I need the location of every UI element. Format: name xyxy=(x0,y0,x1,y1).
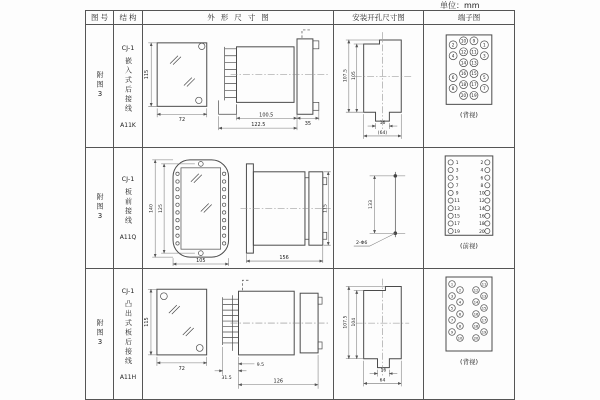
svg-text:15: 15 xyxy=(481,306,487,311)
svg-text:11: 11 xyxy=(454,199,460,205)
model-code: A11H xyxy=(119,374,137,382)
dim-label: 35 xyxy=(304,121,312,128)
dim-label: 133 xyxy=(369,200,375,210)
model-label: CJ-1 xyxy=(121,43,135,52)
svg-text:7: 7 xyxy=(483,86,486,92)
svg-text:14: 14 xyxy=(479,206,485,212)
fig-no-label: 附图3 xyxy=(96,319,104,349)
terminal-diagram-a11h xyxy=(424,269,514,399)
svg-text:19: 19 xyxy=(481,330,487,335)
fig-no-cell-row1 xyxy=(86,25,114,148)
dim-label: 72 xyxy=(178,117,186,124)
spec-table xyxy=(85,10,515,400)
terminal-diagram-a11q xyxy=(424,148,514,268)
structure-label: 凸出式板后接线 xyxy=(124,299,133,367)
svg-text:20: 20 xyxy=(479,229,485,235)
side-view xyxy=(215,280,328,388)
header-terminal-diagram: 端子图 xyxy=(424,11,514,25)
svg-text:20: 20 xyxy=(460,93,467,99)
dim-label: 115 xyxy=(144,69,151,80)
outline-cell-row1 xyxy=(143,25,334,148)
header-structure: 结构 xyxy=(114,11,143,25)
model-label: CJ-1 xyxy=(121,286,135,295)
svg-text:7: 7 xyxy=(450,318,454,323)
unit-label: 单位：mm xyxy=(440,1,480,10)
dim-label: 100.5 xyxy=(259,112,274,119)
outline-diagram-a11q xyxy=(143,148,333,268)
svg-text:3: 3 xyxy=(455,168,459,174)
dim-label: 105 xyxy=(351,71,357,80)
terminal-cell-row1 xyxy=(424,25,514,148)
svg-text:6: 6 xyxy=(458,312,462,317)
svg-text:9: 9 xyxy=(472,38,476,44)
svg-text:15: 15 xyxy=(454,214,460,220)
svg-text:18: 18 xyxy=(460,82,467,88)
dim-label: 31.5 xyxy=(221,375,232,381)
svg-text:5: 5 xyxy=(455,176,459,182)
svg-text:6: 6 xyxy=(451,75,455,81)
dim-label: (64) xyxy=(377,130,388,136)
dim-label: 16 xyxy=(379,121,386,127)
front-view xyxy=(144,43,207,123)
structure-cell-row1 xyxy=(114,25,143,148)
dim-label: 72 xyxy=(178,365,185,372)
svg-text:13: 13 xyxy=(454,206,460,212)
svg-text:20: 20 xyxy=(473,336,479,341)
install-diagram-a11h xyxy=(334,269,423,399)
view-caption: (背视) xyxy=(460,111,478,120)
header-fig-no: 图号 xyxy=(86,11,114,25)
fig-no-label: 附图3 xyxy=(96,193,104,223)
svg-text:17: 17 xyxy=(471,82,477,88)
structure-cell-row3 xyxy=(114,269,143,399)
install-diagram-a11k xyxy=(334,25,423,147)
side-view xyxy=(240,164,330,263)
svg-text:3: 3 xyxy=(483,53,486,59)
svg-text:2: 2 xyxy=(458,288,462,293)
svg-text:8: 8 xyxy=(451,86,455,92)
svg-text:3: 3 xyxy=(450,294,454,299)
terminal-cell-row2 xyxy=(424,148,514,269)
svg-text:4: 4 xyxy=(458,300,462,305)
svg-text:5: 5 xyxy=(450,306,454,311)
svg-text:12: 12 xyxy=(473,288,479,293)
svg-text:15: 15 xyxy=(471,71,477,77)
svg-text:5: 5 xyxy=(483,75,486,81)
svg-text:1: 1 xyxy=(455,161,459,167)
view-caption: (背视) xyxy=(459,358,479,366)
svg-text:10: 10 xyxy=(460,38,467,44)
svg-text:14: 14 xyxy=(460,60,467,66)
svg-text:16: 16 xyxy=(479,214,485,220)
model-code: A11Q xyxy=(119,234,137,241)
svg-text:19: 19 xyxy=(471,93,477,99)
dim-label: 105 xyxy=(196,258,206,265)
model-code: A11K xyxy=(120,121,136,129)
front-view xyxy=(149,160,229,266)
view-caption: (前视) xyxy=(460,242,478,251)
terminal-cell-row3 xyxy=(424,269,514,399)
install-cell-row3 xyxy=(334,269,424,399)
terminal-diagram-a11k xyxy=(424,25,514,147)
svg-text:12: 12 xyxy=(479,199,485,205)
dim-label: 125 xyxy=(158,204,164,213)
hole-spec-label: 2-Φ6 xyxy=(355,241,368,247)
svg-text:18: 18 xyxy=(473,324,479,329)
svg-text:13: 13 xyxy=(481,294,487,299)
dim-label: 140 xyxy=(149,204,155,213)
dim-label: 115 xyxy=(143,317,150,327)
header-outline-dims: 外形尺寸图 xyxy=(143,11,334,25)
svg-text:13: 13 xyxy=(471,60,477,66)
fig-no-label: 附图3 xyxy=(96,71,104,101)
svg-text:16: 16 xyxy=(473,312,479,317)
dim-label: 126 xyxy=(273,378,284,385)
svg-text:10: 10 xyxy=(457,336,463,341)
outline-diagram-a11k xyxy=(143,25,333,147)
dim-label: 64 xyxy=(379,378,386,384)
fig-no-cell-row3 xyxy=(86,269,114,399)
svg-text:14: 14 xyxy=(473,300,479,305)
svg-text:11: 11 xyxy=(481,282,487,287)
dim-label: 104 xyxy=(351,317,357,327)
front-view xyxy=(144,289,207,372)
structure-cell-row2 xyxy=(114,148,143,269)
dim-label: 115 xyxy=(323,204,329,213)
svg-text:1: 1 xyxy=(483,42,486,48)
outline-diagram-a11h xyxy=(143,269,333,399)
svg-text:4: 4 xyxy=(451,53,455,59)
svg-text:9: 9 xyxy=(450,330,454,335)
svg-text:7: 7 xyxy=(455,183,459,189)
install-diagram-a11q xyxy=(334,148,423,268)
svg-text:9: 9 xyxy=(455,191,459,197)
install-cell-row2 xyxy=(334,148,424,269)
structure-label: 板前接线 xyxy=(124,188,133,226)
install-cell-row1 xyxy=(334,25,424,148)
svg-text:17: 17 xyxy=(481,318,487,323)
structure-label: 嵌入式后接线 xyxy=(124,56,133,114)
dim-label: 107.5 xyxy=(343,315,349,329)
svg-text:17: 17 xyxy=(454,222,460,228)
svg-text:10: 10 xyxy=(479,191,485,197)
outline-cell-row2 xyxy=(143,148,334,269)
dim-label: 122.5 xyxy=(251,122,266,129)
svg-text:8: 8 xyxy=(458,324,462,329)
svg-text:12: 12 xyxy=(460,49,467,55)
svg-text:8: 8 xyxy=(480,183,484,189)
svg-text:4: 4 xyxy=(480,168,484,174)
fig-no-cell-row2 xyxy=(86,148,114,269)
outline-cell-row3 xyxy=(143,269,334,399)
terminal-grid xyxy=(448,160,490,235)
terminal-grid xyxy=(449,281,488,342)
svg-text:6: 6 xyxy=(480,176,484,182)
svg-text:19: 19 xyxy=(454,229,460,235)
dim-label: 16 xyxy=(380,368,387,374)
dim-label: 107.5 xyxy=(343,69,349,83)
model-label: CJ-1 xyxy=(121,175,135,183)
terminal-grid xyxy=(449,37,488,99)
svg-text:11: 11 xyxy=(471,49,477,55)
svg-text:2: 2 xyxy=(451,42,455,48)
header-install-dims: 安装开孔尺寸图 xyxy=(334,11,424,25)
side-view xyxy=(219,30,328,130)
svg-text:1: 1 xyxy=(450,282,454,287)
svg-text:2: 2 xyxy=(480,161,484,167)
svg-text:16: 16 xyxy=(460,71,467,77)
dim-label: 9.5 xyxy=(256,362,265,368)
svg-text:18: 18 xyxy=(479,222,485,228)
dim-label: 156 xyxy=(279,255,289,262)
